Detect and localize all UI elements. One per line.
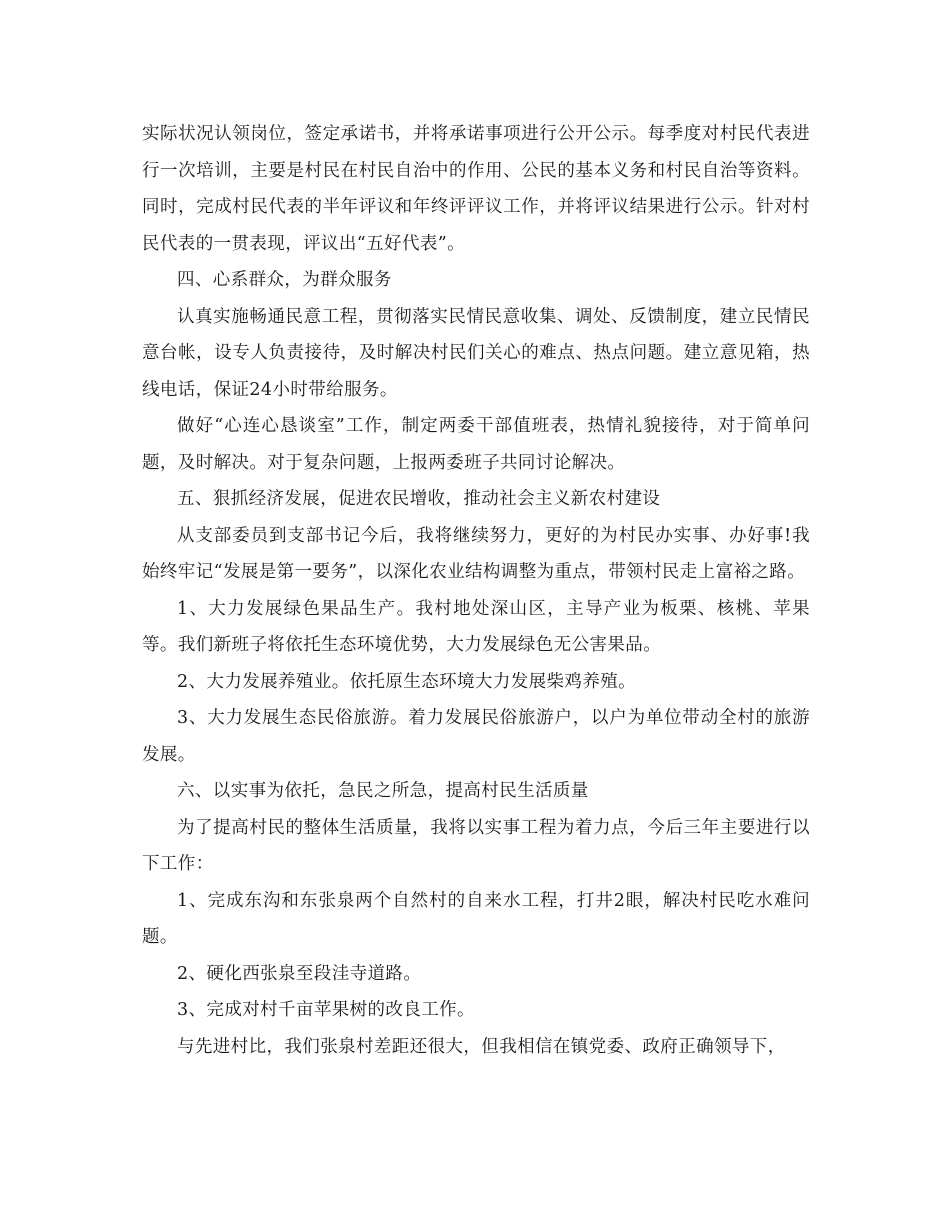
section-heading-5: 五、狠抓经济发展，促进农民增收，推动社会主义新农村建设: [177, 489, 661, 509]
list-item-6-1: 1、完成东沟和东张泉两个自然村的自来水工程，打井2眼，解决村民吃水难问题。: [142, 890, 810, 947]
paragraph-1: 实际状况认领岗位，签定承诺书，并将承诺事项进行公开公示。每季度对村民代表进行一次培训，主要是村民在村民自治中的作用、公民的基本义务和村民自治等资料。同时，完成村民代表的半年评议和年终评评议工作，并将评议结果进行公示。针对村民代表的一贯表现，评议出“五好代表”。: [142, 124, 810, 254]
document-page: [142, 116, 810, 1065]
section-heading-4: 四、心系群众，为群众服务: [177, 270, 392, 290]
list-item-5-1: 1、大力发展绿色果品生产。我村地处深山区，主导产业为板栗、核桃、苹果等。我们新班子将依托生态环境优势，大力发展绿色无公害果品。: [142, 598, 810, 655]
paragraph-3: 认真实施畅通民意工程，贯彻落实民情民意收集、调处、反馈制度，建立民情民意台帐，设专人负责接待，及时解决村民们关心的难点、热点问题。建立意见箱，热线电话，保证24小时带给服务。: [142, 306, 810, 400]
section-heading-6: 六、以实事为依托，急民之所急，提高村民生活质量: [177, 781, 589, 801]
paragraph-6: 从支部委员到支部书记今后，我将继续努力，更好的为村民办实事、办好事!我始终牢记“发展是第一要务”，以深化农业结构调整为重点，带领村民走上富裕之路。: [142, 525, 810, 582]
paragraph-11: 为了提高村民的整体生活质量，我将以实事工程为着力点，今后三年主要进行以下工作：: [142, 817, 810, 874]
list-item-5-2: 2、大力发展养殖业。依托原生态环境大力发展柴鸡养殖。: [177, 671, 637, 692]
paragraph-15: 与先进村比，我们张泉村差距还很大，但我相信在镇党委、政府正确领导下，: [177, 1036, 786, 1057]
paragraph-4: 做好“心连心恳谈室”工作，制定两委干部值班表，热情礼貌接待，对于简单问题，及时解决。对于复杂问题，上报两委班子共同讨论解决。: [142, 416, 810, 473]
list-item-6-2: 2、硬化西张泉至段洼寺道路。: [177, 963, 422, 984]
list-item-5-3: 3、大力发展生态民俗旅游。着力发展民俗旅游户，以户为单位带动全村的旅游发展。: [142, 708, 810, 765]
list-item-6-3: 3、完成对村千亩苹果树的改良工作。: [177, 1000, 475, 1020]
